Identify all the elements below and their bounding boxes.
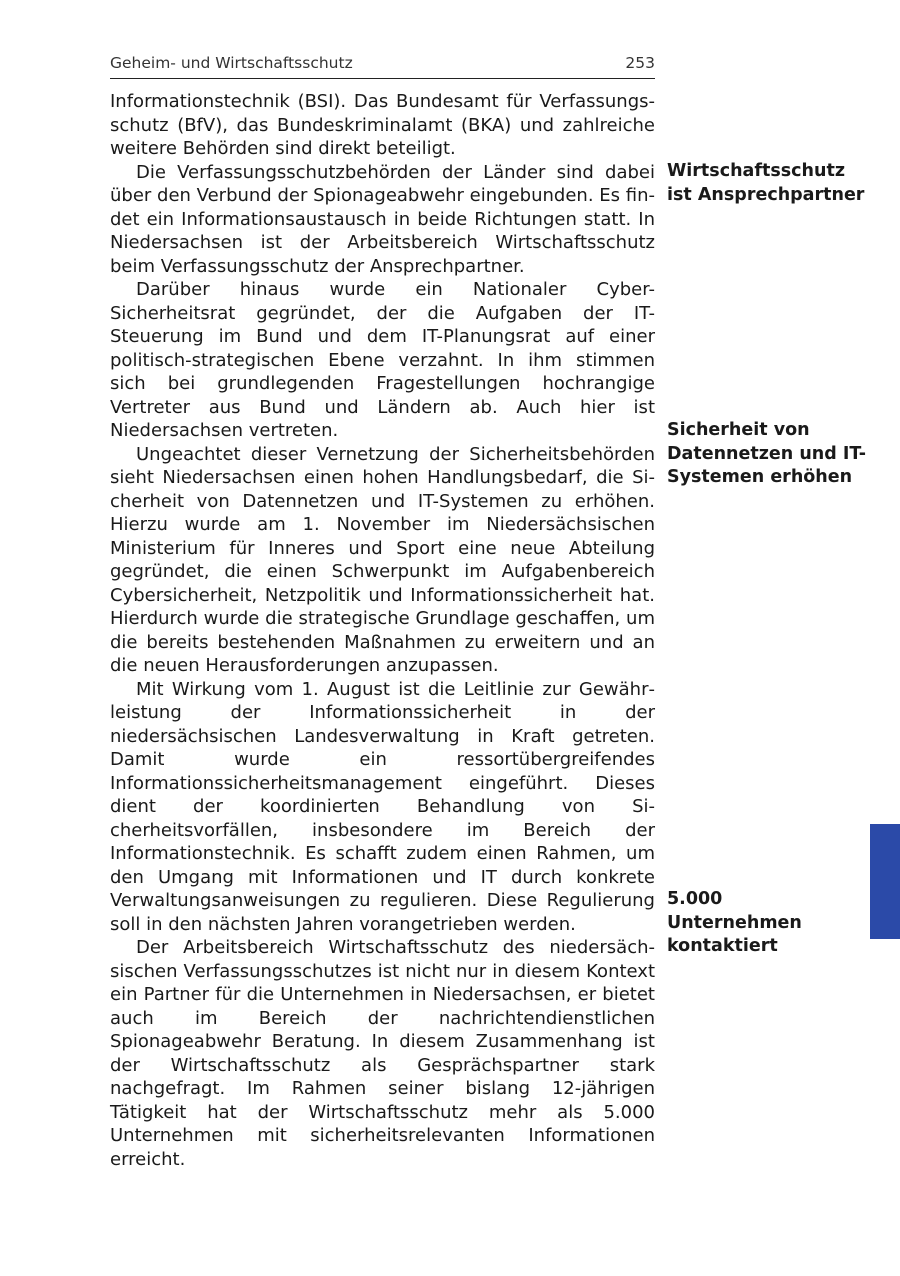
paragraph: Mit Wirkung vom 1. August ist die Leitlinie zur Gewährleistung der Informationssicherheit in der niedersächsischen Landesverwaltung in Kraft getreten. Damit wurde ein ressortübergreifendes Informationssicherheitsmanagement eingeführt. Dieses dient der koordinierten Behandlung von Sicherheitsvorfällen, insbesondere im Bereich der Informationstechnik. Es schafft zudem einen Rahmen, um den Umgang mit Informationen und IT durch konkrete Verwaltungsanweisungen zu regulieren. Diese Regulierung soll in den nächsten Jahren vorangetrieben werden.: [110, 678, 655, 935]
running-header: [110, 54, 655, 79]
margin-note-wirtschaftsschutz: Wirtschaftsschutz ist Ansprechpartner: [667, 161, 865, 205]
page-number: 253: [625, 54, 655, 72]
paragraph: Die Verfassungsschutzbehörden der Länder sind dabei über den Verbund der Spionageabwehr eingebunden. Es findet ein Informationsaustausch in beide Richtungen statt. In Niedersachsen ist der Arbeitsbereich Wirtschaftsschutz beim Verfassungsschutz der Ansprechpartner.: [110, 161, 655, 277]
running-header-title: Geheim- und Wirtschaftsschutz: [110, 54, 353, 72]
chapter-thumb-tab: [870, 824, 900, 939]
paragraph: Ungeachtet dieser Vernetzung der Sicherheitsbehörden sieht Niedersachsen einen hohen Handlungsbedarf, die Sicherheit von Datennetzen und IT-Systemen zu erhöhen. Hierzu wurde am 1. November im Niedersächsischen Ministerium für Inneres und Sport eine neue Abteilung gegründet, die einen Schwerpunkt im Aufgabenbereich Cybersicherheit, Netzpolitik und Informationssicherheit hat. Hierdurch wurde die strategische Grundlage geschaffen, um die bereits bestehenden Maßnahmen zu erweitern und an die neuen Herausforderungen anzupassen.: [110, 443, 655, 676]
paragraph: Darüber hinaus wurde ein Nationaler Cyber-Sicherheitsrat gegründet, der die Aufgaben der IT-Steuerung im Bund und dem IT-Planungsrat auf einer politisch-strategischen Ebene verzahnt. In ihm stimmen sich bei grundlegenden Fragestellungen hochrangige Vertreter aus Bund und Ländern ab. Auch hier ist Niedersachsen vertreten.: [110, 279, 655, 441]
paragraph: Informationstechnik (BSI). Das Bundesamt für Verfassungsschutz (BfV), das Bundeskriminalamt (BKA) und zahlreiche weitere Behörden sind direkt beteiligt.: [110, 91, 655, 159]
body-text: [110, 90, 655, 1171]
margin-note-unternehmen: 5.000 Unternehmen kontaktiert: [667, 889, 802, 956]
margin-note-datennetzen: Sicherheit von Datennetzen und IT-Systemen erhöhen: [667, 420, 867, 487]
paragraph: Der Arbeitsbereich Wirtschaftsschutz des niedersächsischen Verfassungsschutzes ist nicht nur in diesem Kontext ein Partner für die Unternehmen in Niedersachsen, er bietet auch im Bereich der nachrichtendienstlichen Spionageabwehr Beratung. In diesem Zusammenhang ist der Wirtschaftsschutz als Gesprächspartner stark nachgefragt. Im Rahmen seiner bislang 12-jährigen Tätigkeit hat der Wirtschaftsschutz mehr als 5.000 Unternehmen mit sicherheitsrelevanten Informationen erreicht.: [110, 937, 655, 1170]
